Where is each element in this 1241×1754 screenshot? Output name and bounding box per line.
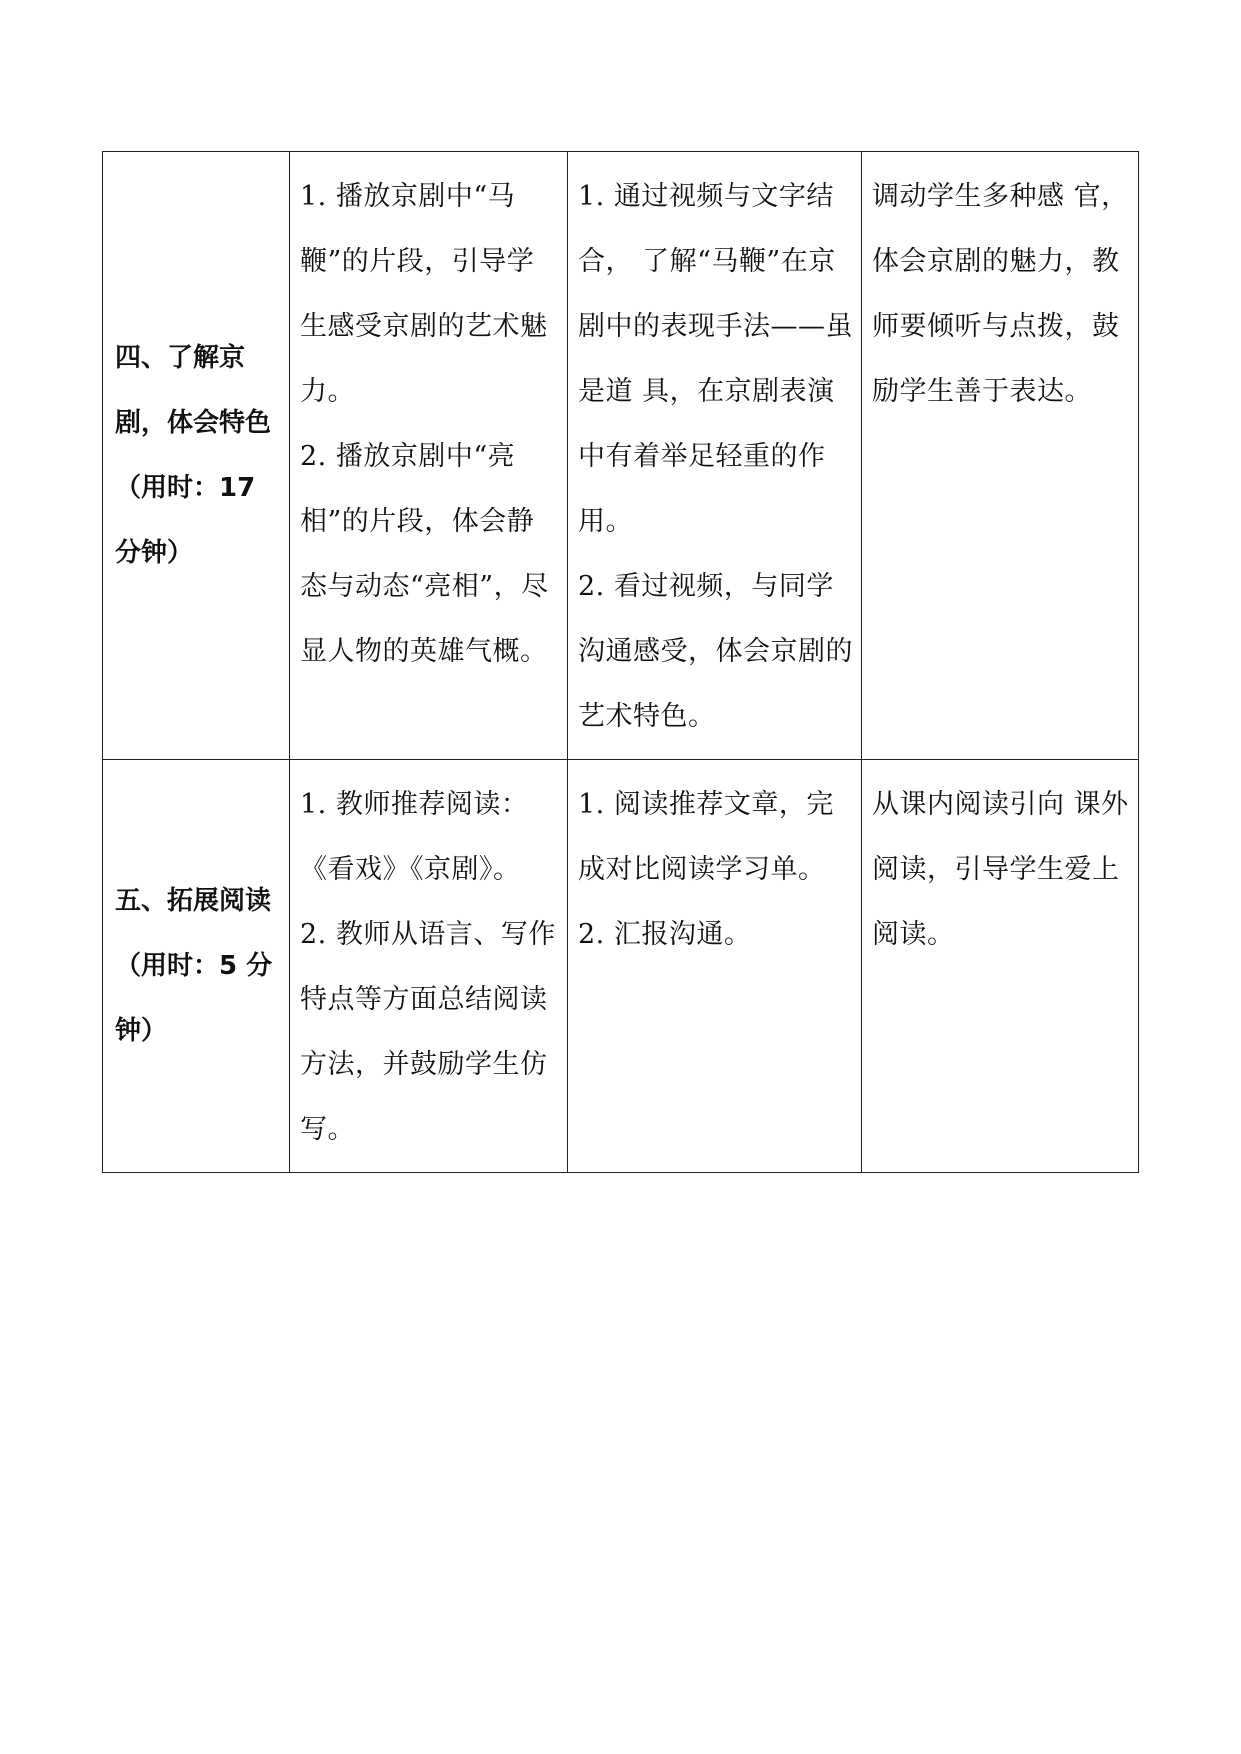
student-activity-item: 1. 阅读推荐文章，完成对比阅读学习单。 (578, 789, 834, 885)
stage-cell: 五、拓展阅读（用时：5 分钟） (103, 760, 290, 1173)
stage-cell: 四、了解京剧，体会特色（用时：17 分钟） (103, 152, 290, 760)
student-activity-cell (568, 760, 862, 1173)
teacher-activity-cell (290, 760, 568, 1173)
student-activity-item: 2. 汇报沟通。 (578, 919, 752, 950)
design-intent-cell: 调动学生多种感 官，体会京剧的魅力，教师要倾听与点拨，鼓励学生善于表达。 (862, 152, 1139, 760)
teacher-activity-item: 2. 教师从语言、写作特点等方面总结阅读方法，并鼓励学生仿写。 (300, 919, 556, 1145)
teacher-activity-item: 1. 教师推荐阅读：《看戏》《京剧》。 (300, 789, 529, 885)
student-activity-item: 2. 看过视频，与同学沟通感受，体会京剧的艺术特色。 (578, 571, 853, 732)
teacher-activity-item: 2. 播放京剧中“亮相”的片段，体会静态与动态“亮相”，尽显人物的英雄气概。 (300, 441, 549, 667)
student-activity-cell (568, 152, 862, 760)
design-intent-cell: 从课内阅读引向 课外阅读，引导学生爱上阅读。 (862, 760, 1139, 1173)
table-row (103, 760, 1139, 1173)
teacher-activity-cell (290, 152, 568, 760)
table-row (103, 152, 1139, 760)
lesson-plan-table (102, 151, 1139, 1173)
teacher-activity-item: 1. 播放京剧中“马鞭”的片段，引导学生感受京剧的艺术魅力。 (300, 181, 548, 407)
student-activity-item: 1. 通过视频与文字结合， 了解“马鞭”在京剧中的表现手法——虽是道 具，在京剧表演中有着举足轻重的作用。 (578, 181, 853, 537)
